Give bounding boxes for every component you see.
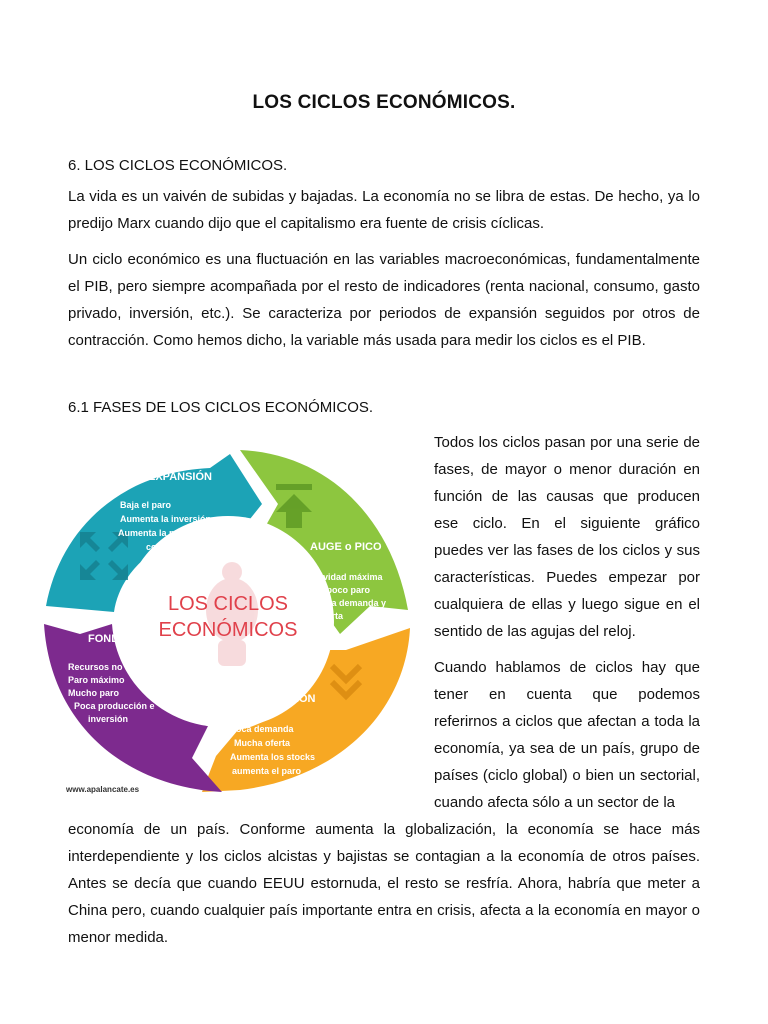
auge-item: Actividad máxima bbox=[306, 572, 383, 582]
recesion-item: Mucha oferta bbox=[234, 738, 291, 748]
auge-item: Muy poco paro bbox=[306, 585, 371, 595]
diagram-center-title: LOS CICLOS bbox=[167, 593, 289, 615]
auge-item: Mucha demanda y bbox=[308, 598, 387, 608]
paragraph-definition: Un ciclo económico es una fluctuación en las variables macroeconómicas, fundamentalmente el PIB, pero siempre acompañada por el resto de indicadores (renta nacional, consumo, gasto privado, inversión, etc.). Se caracteriza por periodos de expansión seguidos por otros de contracción. Como hemos dicho, la variable más usada para medir los ciclos es el PIB. bbox=[68, 251, 700, 349]
fondo-item: Poca producción e bbox=[74, 701, 155, 711]
subsection-heading: 6.1 FASES DE LOS CICLOS ECONÓMICOS. bbox=[68, 399, 374, 416]
recesion-item: Aumenta los stocks bbox=[230, 752, 316, 762]
recesion-title: RECESIÓN bbox=[258, 693, 316, 705]
auge-item: oferta bbox=[318, 611, 344, 621]
expansion-item: Aumenta la producción y el bbox=[118, 528, 236, 538]
expansion-item: Baja el paro bbox=[120, 500, 172, 510]
fondo-item: inversión bbox=[88, 714, 129, 724]
expansion-title: EXPANSIÓN bbox=[148, 471, 212, 483]
fondo-title: FONDO bbox=[88, 633, 128, 645]
expansion-item: consumo bbox=[146, 542, 187, 552]
paragraph-phases: Todos los ciclos pasan por una serie de fases, de mayor o menor duración en función de las causas que producen ese ciclo. En el siguiente gráfico puedes ver las fases de los ciclos y sus características. Puedes empezar por cualquiera de ellas y luego sigue en el sentido de las agujas del reloj. bbox=[434, 434, 700, 640]
fondo-item: Mucho paro bbox=[68, 688, 119, 698]
recesion-item: Poca demanda bbox=[230, 724, 294, 734]
expansion-item: Aumenta la inversión bbox=[120, 514, 212, 524]
economic-cycle-diagram bbox=[40, 440, 420, 800]
page-title: LOS CICLOS ECONÓMICOS. bbox=[252, 92, 516, 113]
paragraph-globalization: economía de un país. Conforme aumenta la globalización, la economía se hace más interdependiente y los ciclos alcistas y bajistas se contagian a la economía de otros países. Antes se decía que cuando EEUU estornuda, el resto se resfría. Ahora, habría que meter a China pero, cuando cualquier país importante entra en crisis, afecta a la economía en mayor o menor medida. bbox=[68, 821, 700, 946]
fondo-item: Paro máximo bbox=[68, 675, 125, 685]
paragraph-cycles-types: Cuando hablamos de ciclos hay que tener en cuenta que podemos referirnos a ciclos que afectan a toda la economía, ya sea de un país, grupo de países (ciclo global) o bien un sectorial, cuando afecta sólo a un sector de la bbox=[434, 659, 700, 811]
fondo-item: Recursos no usados bbox=[68, 662, 157, 672]
diagram-center-title: ECONÓMICOS bbox=[158, 619, 298, 641]
auge-title: AUGE o PICO bbox=[310, 541, 382, 553]
paragraph-intro: La vida es un vaivén de subidas y bajadas. La economía no se libra de estas. De hecho, ya lo predijo Marx cuando dijo que el capitalismo era fuente de crisis cíclicas. bbox=[68, 188, 700, 232]
section-heading: 6. LOS CICLOS ECONÓMICOS. bbox=[68, 157, 288, 174]
recesion-item: aumenta el paro bbox=[232, 766, 302, 776]
diagram-credit: www.apalancate.es bbox=[66, 785, 140, 794]
